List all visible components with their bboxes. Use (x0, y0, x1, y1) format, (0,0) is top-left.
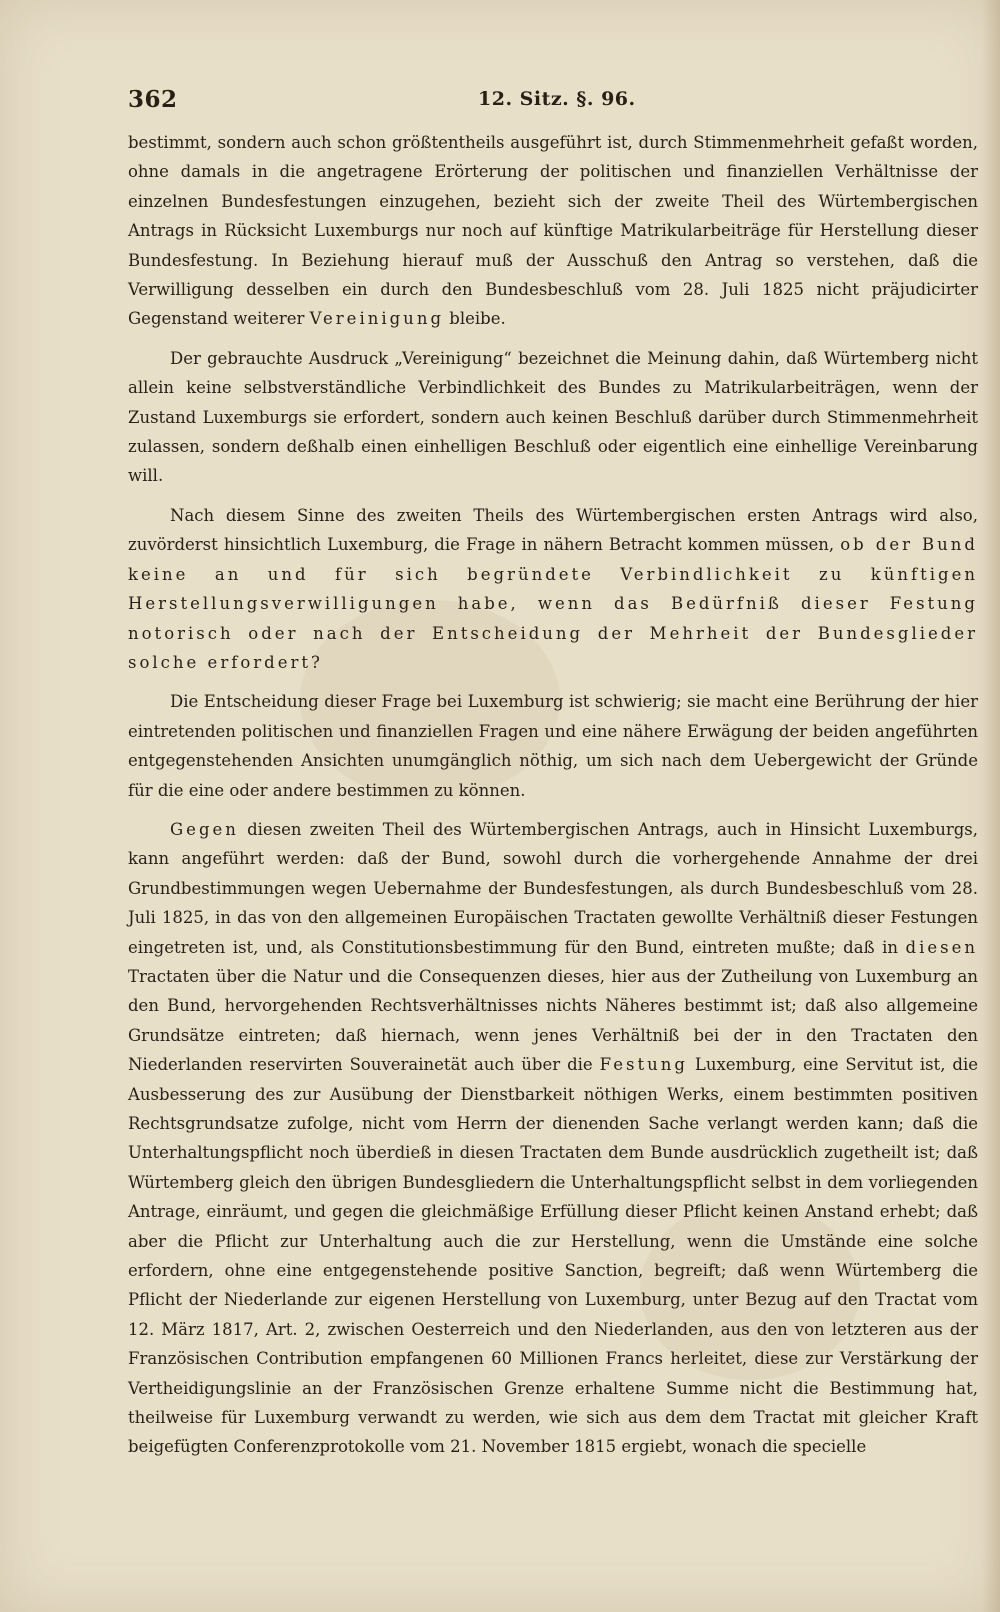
running-head: 12. Sitz. §. 96. (478, 88, 636, 110)
spaced-word: diesen (905, 937, 978, 957)
spaced-question: ob der Bund keine an und für sich begründete Verbindlichkeit zu künftigen Herstellungsverwilligungen habe, wenn das Bedürfniß dieser Festung notorisch oder nach der Entscheidung der Mehrheit der Bundesglieder solche erfordert? (128, 535, 978, 672)
paragraph-1-end: bleibe. (449, 309, 506, 329)
paragraph-5 (128, 815, 978, 1462)
paragraph-5-text-c: Luxemburg, eine Servitut ist, die Ausbesserung des zur Ausübung der Dienstbarkeit nöthigen Werks, einem bestimmten positiven Rechtsgrundsatze zufolge, nicht vom Herrn der dienenden Sache verlangt werden kann; daß die Unterhaltungspflicht noch überdieß in diesen Tractaten dem Bunde ausdrücklich zugetheilt ist; daß Würtemberg gleich den übrigen Bundesgliedern die Unterhaltungspflicht selbst in dem vorliegenden Antrage, einräumt, und gegen die gleichmäßige Erfüllung dieser Pflicht keinen Anstand erhebt; daß aber die Pflicht zur Unterhaltung auch die zur Herstellung, wenn die Umstände eine solche erfordern, ohne eine entgegenstehende positive Sanction, begreift; daß wenn Würtemberg die Pflicht der Niederlande zur eigenen Herstellung von Luxemburg, unter Bezug auf den Tractat vom 12. März 1817, Art. 2, zwischen Oesterreich und den Niederlanden, aus den von letzteren aus der Französischen Contribution empfangenen 60 Millionen Francs herleitet, diese zur Verstärkung der Vertheidigungslinie an der Französischen Grenze erhaltene Summe nicht die Bestimmung hat, theilweise für Luxemburg verwandt zu werden, wie sich aus dem dem Tractat mit gleicher Kraft beigefügten Conferenzprotokolle vom 21. November 1815 ergiebt, wonach die specielle (128, 1055, 979, 1457)
paragraph-5-text-a: diesen zweiten Theil des Würtembergischen Antrags, auch in Hinsicht Luxemburgs, kann angeführt werden: daß der Bund, sowohl durch die vorhergehende Annahme der drei Grundbestimmungen wegen Uebernahme der Bundesfestungen, als durch Bundesbeschluß vom 28. Juli 1825, in das von den allgemeinen Europäischen Tractaten gewollte Verhältniß dieser Festungen eingetreten ist, und, als Constitutionsbestimmung für den Bund, eintreten mußte; daß in (128, 819, 979, 957)
paragraph-5-text-b: Tractaten über die Natur und die Consequenzen dieses, hier aus der Zutheilung von Luxemburg an den Bund, hervorgehenden Rechtsverhältnisses nichts Näheres bestimmt ist; daß also allgemeine Grundsätze eintreten; daß hiernach, wenn jenes Verhältniß bei der in den Tractaten den Niederlanden reservirten Souverainetät auch über die (128, 966, 978, 1075)
paragraph-1-text: bestimmt, sondern auch schon größtentheils ausgeführt ist, durch Stimmenmehrheit gefaßt worden, ohne damals in die angetragene Erörterung der politischen und finanziellen Verhältnisse der einzelnen Bundesfestungen einzugehen, bezieht sich der zweite Theil des Würtembergischen Antrags in Rücksicht Luxemburgs nur noch auf künftige Matrikularbeiträge für Herstellung dieser Bundesfestung. In Beziehung hierauf muß der Ausschuß den Antrag so verstehen, daß die Verwilligung desselben ein durch den Bundesbeschluß vom 28. Juli 1825 nicht präjudicirter Gegenstand weiterer (128, 133, 978, 329)
spaced-word: Festung (599, 1055, 688, 1075)
paragraph-4: Die Entscheidung dieser Frage bei Luxemburg ist schwierig; sie macht eine Berührung der hier eintretenden politischen und finanziellen Fragen und eine nähere Erwägung der beiden angeführten entgegenstehenden Ansichten unumgänglich nöthig, um sich nach dem Uebergewicht der Gründe für die eine oder andere bestimmen zu können. (128, 692, 978, 800)
spaced-word: Vereinigung (309, 309, 445, 329)
paragraph-1 (128, 128, 978, 334)
page-number: 362 (128, 86, 178, 113)
page-edge-shadow (982, 0, 1000, 1612)
paragraph-3 (128, 501, 978, 677)
body-text (128, 128, 978, 1472)
spaced-word: Gegen (170, 819, 239, 839)
page-header (128, 86, 976, 116)
paragraph-2: Der gebrauchte Ausdruck „Vereinigung“ bezeichnet die Meinung dahin, daß Würtemberg nicht allein keine selbstverständliche Verbindlichkeit des Bundes zu Matrikularbeiträgen, wenn der Zustand Luxemburgs sie erfordert, sondern auch keinen Beschluß darüber durch Stimmenmehrheit zulassen, sondern deßhalb einen einhelligen Beschluß oder eigentlich eine einhellige Vereinbarung will. (128, 348, 978, 486)
paragraph-3-text: Nach diesem Sinne des zweiten Theils des Würtembergischen ersten Antrags wird also, zuvörderst hinsichtlich Luxemburg, die Frage in nähern Betracht kommen müssen, (128, 505, 978, 555)
